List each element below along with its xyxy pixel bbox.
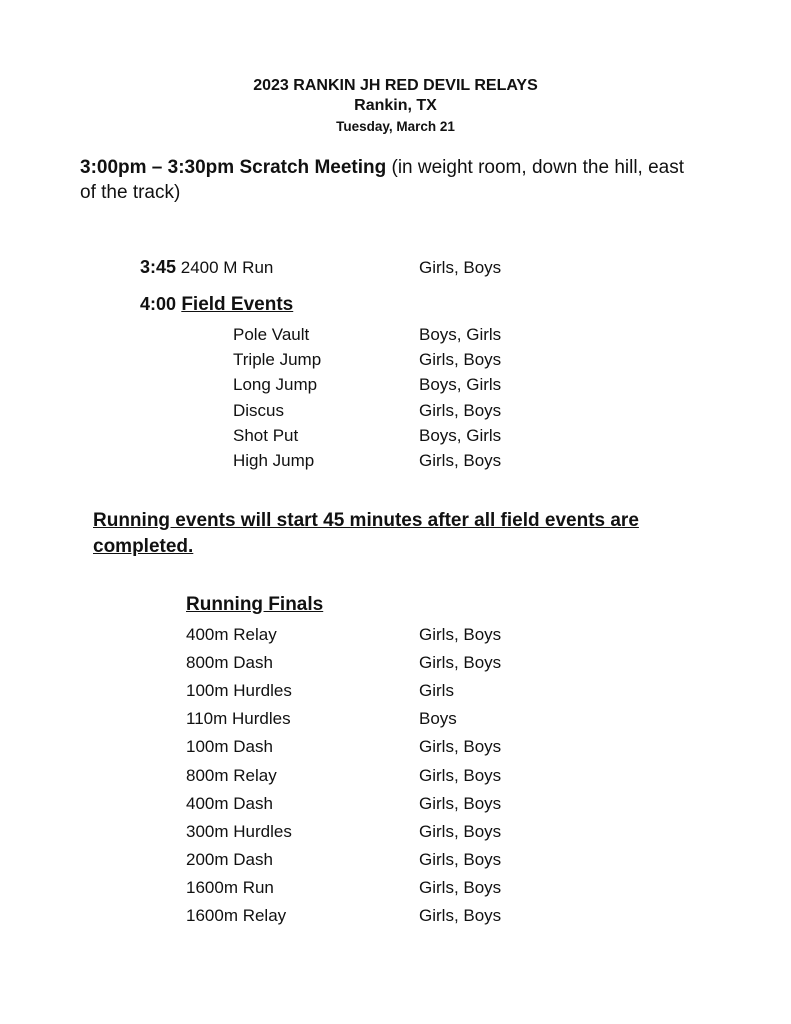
field-events-time: 4:00 — [140, 294, 177, 314]
running-event-divisions: Girls — [419, 681, 454, 701]
document-location: Rankin, TX — [354, 97, 437, 114]
running-finals-title: Running Finals — [186, 594, 324, 615]
running-event-name: 800m Dash — [186, 653, 273, 673]
running-event-divisions: Girls, Boys — [419, 821, 502, 841]
scratch-meeting-note: (in weight room, down the hill, east of the track) — [80, 157, 685, 203]
running-event-name: 200m Dash — [186, 849, 273, 869]
run-2400-entry — [140, 257, 273, 278]
running-event-divisions: Boys — [419, 709, 457, 729]
running-event-divisions: Girls, Boys — [419, 793, 502, 813]
field-event-divisions: Boys, Girls — [419, 425, 502, 445]
run-2400-event: 2400 M Run — [176, 258, 274, 277]
field-event-divisions: Girls, Boys — [419, 451, 502, 470]
field-event-name: High Jump — [233, 451, 315, 470]
running-event-name: 400m Dash — [186, 793, 273, 813]
field-event-name: Discus — [233, 400, 285, 420]
running-event-name: 100m Hurdles — [186, 681, 292, 701]
running-event-name: 110m Hurdles — [186, 709, 291, 729]
run-2400-divisions: Girls, Boys — [419, 258, 502, 277]
running-event-divisions: Girls, Boys — [419, 765, 502, 785]
field-event-name: Shot Put — [233, 425, 299, 445]
run-2400-time: 3:45 — [140, 257, 177, 277]
running-notice: Running events will start 45 minutes after all field events are completed. — [93, 510, 639, 557]
running-event-divisions: Girls, Boys — [419, 653, 502, 673]
running-event-divisions: Girls, Boys — [419, 625, 502, 644]
field-event-divisions: Boys, Girls — [419, 325, 502, 344]
running-event-divisions: Girls, Boys — [419, 877, 502, 897]
running-event-name: 1600m Run — [186, 877, 274, 897]
field-events-title: Field Events — [181, 294, 294, 315]
running-event-divisions: Girls, Boys — [419, 849, 502, 869]
running-event-name: 100m Dash — [186, 737, 273, 757]
field-event-divisions: Girls, Boys — [419, 400, 502, 420]
field-event-divisions: Girls, Boys — [419, 350, 502, 370]
field-event-name: Triple Jump — [233, 350, 322, 370]
running-event-name: 800m Relay — [186, 765, 277, 785]
running-event-divisions: Girls, Boys — [419, 737, 502, 757]
field-events-heading — [140, 294, 293, 316]
document-date: Tuesday, March 21 — [336, 119, 455, 134]
running-event-name: 300m Hurdles — [186, 821, 292, 841]
field-event-name: Pole Vault — [233, 325, 310, 344]
field-event-divisions: Boys, Girls — [419, 375, 502, 395]
scratch-meeting-time: 3:00pm – 3:30pm Scratch Meeting — [80, 157, 387, 178]
scratch-meeting — [80, 155, 700, 205]
document-title: 2023 RANKIN JH RED DEVIL RELAYS — [253, 77, 538, 94]
running-event-name: 1600m Relay — [186, 906, 287, 925]
running-event-divisions: Girls, Boys — [419, 906, 502, 925]
running-event-name: 400m Relay — [186, 625, 277, 644]
field-event-name: Long Jump — [233, 375, 318, 395]
